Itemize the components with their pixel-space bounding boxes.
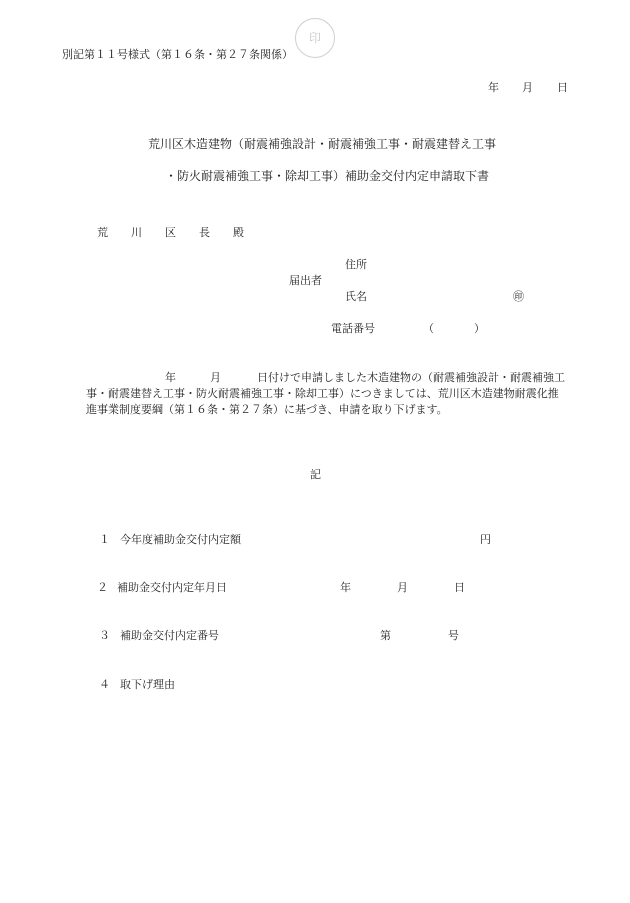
applicant-role-label: 届出者 xyxy=(289,274,322,287)
body-text-line3: 進事業制度要綱（第１６条・第２７条）に基づき、申請を取り下げます。 xyxy=(86,403,448,416)
item-label: 取下げ理由 xyxy=(120,678,175,691)
name-label: 氏名 xyxy=(345,290,367,303)
item-number: ２ xyxy=(97,581,108,594)
addressee-char: 長 xyxy=(199,226,210,239)
item-number-suffix: 号 xyxy=(448,629,459,642)
item-label: 補助金交付内定番号 xyxy=(120,629,219,642)
item-number: ３ xyxy=(99,629,110,642)
item-number-prefix: 第 xyxy=(380,629,391,642)
body-text-line1: 日付けで申請しました木造建物の（耐震補強設計・耐震補強工 xyxy=(257,371,565,384)
item-label: 補助金交付内定年月日 xyxy=(117,581,227,594)
date-day-label: 日 xyxy=(557,81,568,94)
addressee-char: 殿 xyxy=(233,226,244,239)
item-number: ４ xyxy=(99,678,110,691)
item-label: 今年度補助金交付内定額 xyxy=(120,533,241,546)
document-title-line1: 荒川区木造建物（耐震補強設計・耐震補強工事・耐震建替え工事 xyxy=(148,137,497,151)
date-year-label: 年 xyxy=(488,81,499,94)
seal-stamp xyxy=(295,18,335,58)
phone-close-paren: ） xyxy=(474,322,485,335)
item-year-label: 年 xyxy=(340,581,351,594)
seal-mark: ㊞ xyxy=(513,290,524,303)
notes-heading: 記 xyxy=(310,468,321,481)
date-month-label: 月 xyxy=(522,81,533,94)
form-number: 別記第１１号様式（第１６条・第２７条関係） xyxy=(62,48,293,61)
document-title-line2: ・防火耐震補強工事・除却工事）補助金交付内定申請取下書 xyxy=(165,169,490,183)
body-month-label: 月 xyxy=(210,371,221,384)
item-number: １ xyxy=(99,533,110,546)
item-unit-yen: 円 xyxy=(480,533,491,546)
item-month-label: 月 xyxy=(397,581,408,594)
seal-stamp-label: 印 xyxy=(308,31,321,45)
addressee-char: 川 xyxy=(131,226,142,239)
body-year-label: 年 xyxy=(165,371,176,384)
phone-label: 電話番号 xyxy=(331,322,375,335)
item-day-label: 日 xyxy=(454,581,465,594)
phone-open-paren: （ xyxy=(423,322,434,335)
address-label: 住所 xyxy=(345,258,367,271)
addressee-char: 区 xyxy=(165,226,176,239)
addressee-char: 荒 xyxy=(97,226,108,239)
body-text-line2: 事・耐震建替え工事・防火耐震補強工事・除却工事）につきましては、荒川区木造建物耐震化推 xyxy=(86,387,559,400)
